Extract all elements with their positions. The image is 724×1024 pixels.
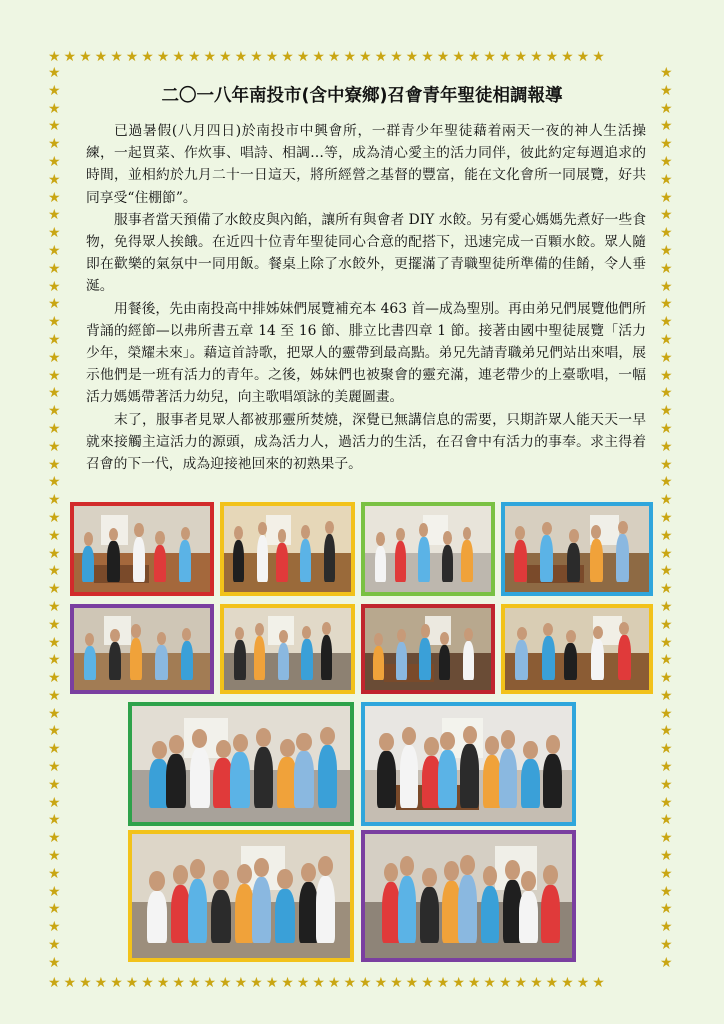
page-title: 二〇一八年南投市(含中寮鄉)召會青年聖徒相調報導: [161, 86, 563, 106]
photo-piano-singing: [501, 604, 653, 694]
star-border-top: ★★★★★★★★★★★★★★★★★★★★★★★★★★★★★★★★★★★★: [48, 49, 608, 65]
photo-sharing: [220, 604, 355, 694]
photo-youth-praise: [361, 702, 576, 826]
photo-mothers-praise: [128, 830, 354, 962]
photo-meeting-hall: [361, 502, 495, 596]
star-border-left: ★ ★ ★ ★ ★ ★ ★ ★ ★ ★ ★ ★ ★ ★ ★ ★ ★ ★ ★ ★ ★ ★ ★ ★ ★ ★ ★ ★ ★ ★ ★ ★ ★ ★ ★ ★ ★ ★ ★ ★ ★ ★ ★ ★ ★ ★ ★ ★ ★ ★ ★: [48, 65, 61, 971]
paragraph: 已過暑假(八月四日)於南投市中興會所，一群青少年聖徒藉着兩天一夜的神人生活操練，一起買菜、作炊事、唱詩、相調…等，成為清心愛主的活力同伴，彼此約定每週追求的時間，並相約於九月二十一日這天，將所經營之基督的豐富，能在文化會所一同展覽，好共同享受“住棚節”。: [86, 123, 646, 206]
photo-speaker: [501, 502, 653, 596]
photo-dumpling-making: [70, 502, 214, 596]
photo-dinner-table: [220, 502, 355, 596]
photo-sisters-singing: [128, 702, 354, 826]
article-body: [86, 120, 646, 475]
paragraph: 末了，服事者見眾人都被那靈所焚燒，深覺已無講信息的需要，只期許眾人能天天一早就來接觸主這活力的源頭，成為活力人，過活力的生活，在召會中有活力的事奉。求主得着召會的下一代，成為迎接祂回來的初熟果子。: [86, 411, 646, 473]
star-border-bottom: ★★★★★★★★★★★★★★★★★★★★★★★★★★★★★★★★★★★★: [48, 975, 608, 991]
photo-brothers-group: [361, 604, 495, 694]
paragraph: 服事者當天預備了水餃皮與內餡，讓所有與會者 DIY 水餃。另有愛心媽媽先煮好一些食物，免得眾人挨餓。在近四十位青年聖徒同心合意的配搭下，迅速完成一百顆水餃。眾人隨即在歡樂的氣氛中一同用飯。餐桌上除了水餃外，更擺滿了青職聖徒所準備的佳餚，令人垂涎。: [86, 211, 646, 295]
photo-brothers-praise: [361, 830, 576, 962]
paragraph: 用餐後，先由南投高中排姊妹們展覽補充本 463 首—成為聖別。再由弟兄們展覽他們所背誦的經節—以弗所書五章 14 至 16 節、腓立比書四章 1 節。接著由國中聖徒展覽「活力少年，榮耀未來」。藉這首詩歌，把眾人的靈帶到最高點。弟兄先請青職弟兄們站出來唱，展示他們是一班有活力的青年。之後，姊妹們也被聚會的靈充滿，連老帶少的上臺歌唱，一幅活力媽媽帶著活力幼兒，向主歌唱頌詠的美麗圖畫。: [86, 300, 646, 406]
star-border-right: ★ ★ ★ ★ ★ ★ ★ ★ ★ ★ ★ ★ ★ ★ ★ ★ ★ ★ ★ ★ ★ ★ ★ ★ ★ ★ ★ ★ ★ ★ ★ ★ ★ ★ ★ ★ ★ ★ ★ ★ ★ ★ ★ ★ ★ ★ ★ ★ ★ ★ ★: [660, 65, 673, 971]
photo-piano-room: [70, 604, 214, 694]
